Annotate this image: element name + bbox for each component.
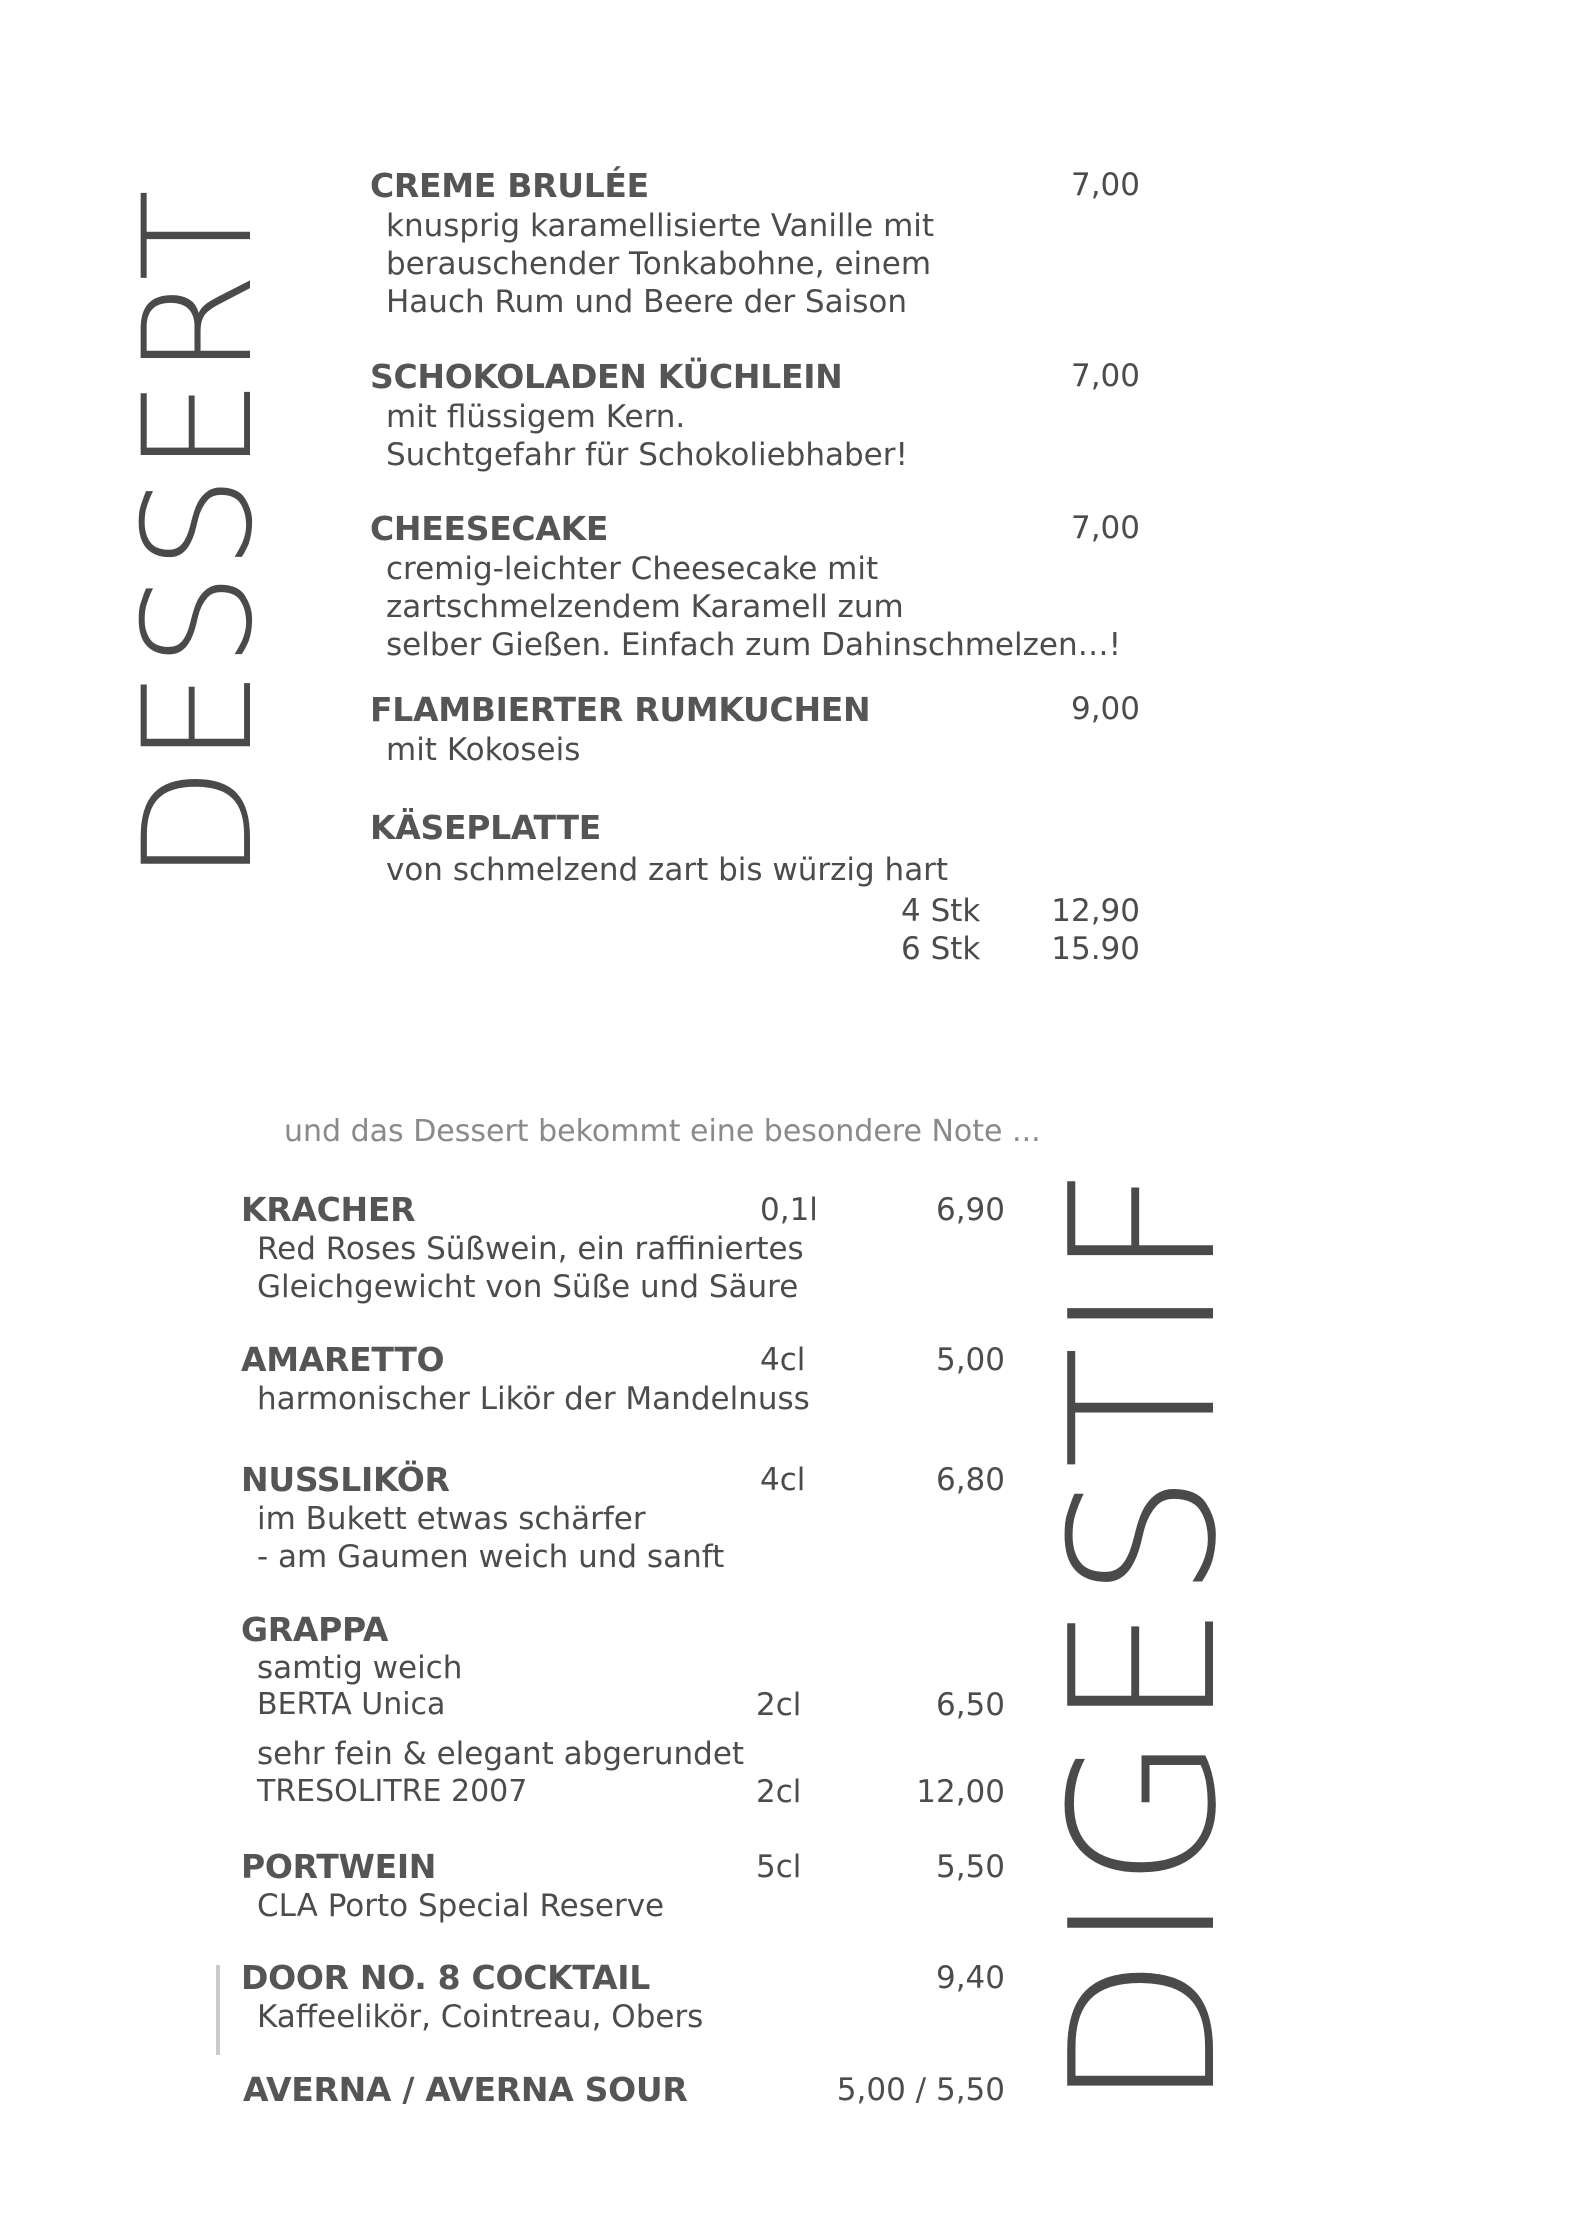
item-description: zartschmelzendem Karamell zum (386, 589, 904, 625)
item-description: Suchtgefahr für Schokoliebhaber! (386, 437, 908, 473)
item-title: CHEESECAKE (370, 509, 609, 548)
item-description: Hauch Rum und Beere der Saison (386, 284, 907, 320)
item-description: samtig weich (257, 1650, 463, 1686)
item-price: 12,00 (916, 1774, 1005, 1810)
item-price: 6,50 (935, 1687, 1005, 1723)
item-title: DOOR NO. 8 COCKTAIL (241, 1958, 650, 1997)
item-description: berauschender Tonkabohne, einem (386, 246, 932, 282)
item-title: CREME BRULÉE (370, 166, 649, 205)
item-description: mit flüssigem Kern. (386, 399, 686, 435)
item-price: 15.90 (1051, 931, 1140, 967)
highlight-bar (216, 1965, 220, 2055)
item-description: Red Roses Süßwein, ein raffiniertes (257, 1231, 804, 1267)
item-price: 9,40 (935, 1960, 1005, 1996)
item-title: KRACHER (241, 1190, 416, 1229)
item-title: PORTWEIN (241, 1847, 437, 1886)
item-price: 6,90 (935, 1192, 1005, 1228)
item-price: 6,80 (935, 1462, 1005, 1498)
item-quantity: 6 Stk (901, 931, 981, 967)
item-price: 7,00 (1070, 510, 1140, 546)
item-price: 5,00 (935, 1342, 1005, 1378)
item-title: SCHOKOLADEN KÜCHLEIN (370, 357, 843, 396)
item-title: FLAMBIERTER RUMKUCHEN (370, 690, 871, 729)
grappa-variant-name: TRESOLITRE 2007 (257, 1774, 528, 1809)
item-price: 7,00 (1070, 358, 1140, 394)
item-quantity: 4 Stk (901, 893, 981, 929)
digestif-heading: DIGESTIF (1028, 1160, 1261, 2110)
digestif-tagline: und das Dessert bekommt eine besondere Note ... (284, 1114, 1041, 1149)
item-size: 5cl (756, 1849, 802, 1885)
item-size: 0,1l (760, 1192, 818, 1228)
item-description: knusprig karamellisierte Vanille mit (386, 208, 935, 244)
item-title: GRAPPA (241, 1610, 389, 1649)
item-description: mit Kokoseis (386, 732, 581, 768)
item-price: 12,90 (1051, 893, 1140, 929)
item-description: - am Gaumen weich und sanft (257, 1539, 725, 1575)
item-description: Kaffeelikör, Cointreau, Obers (257, 1999, 704, 2035)
item-title: AMARETTO (241, 1340, 445, 1379)
item-description: selber Gießen. Einfach zum Dahinschmelzen…! (386, 627, 1122, 663)
item-title: KÄSEPLATTE (370, 808, 601, 847)
item-description: harmonischer Likör der Mandelnuss (257, 1381, 810, 1417)
dessert-heading: DESSERT (112, 187, 286, 882)
item-price: 5,00 / 5,50 (836, 2072, 1005, 2108)
item-title: AVERNA / AVERNA SOUR (243, 2070, 688, 2109)
item-description: CLA Porto Special Reserve (257, 1888, 665, 1924)
item-description: Gleichgewicht von Süße und Säure (257, 1269, 799, 1305)
item-size: 2cl (756, 1687, 802, 1723)
item-title: NUSSLIKÖR (241, 1460, 450, 1499)
grappa-variant-name: BERTA Unica (257, 1687, 446, 1722)
item-price: 5,50 (935, 1849, 1005, 1885)
item-description: im Bukett etwas schärfer (257, 1501, 646, 1537)
item-description: cremig-leichter Cheesecake mit (386, 551, 879, 587)
item-size: 4cl (760, 1462, 806, 1498)
item-price: 7,00 (1070, 167, 1140, 203)
item-description: von schmelzend zart bis würzig hart (386, 852, 949, 888)
item-price: 9,00 (1070, 691, 1140, 727)
item-description: sehr fein & elegant abgerundet (257, 1736, 745, 1772)
item-size: 4cl (760, 1342, 806, 1378)
item-size: 2cl (756, 1774, 802, 1810)
